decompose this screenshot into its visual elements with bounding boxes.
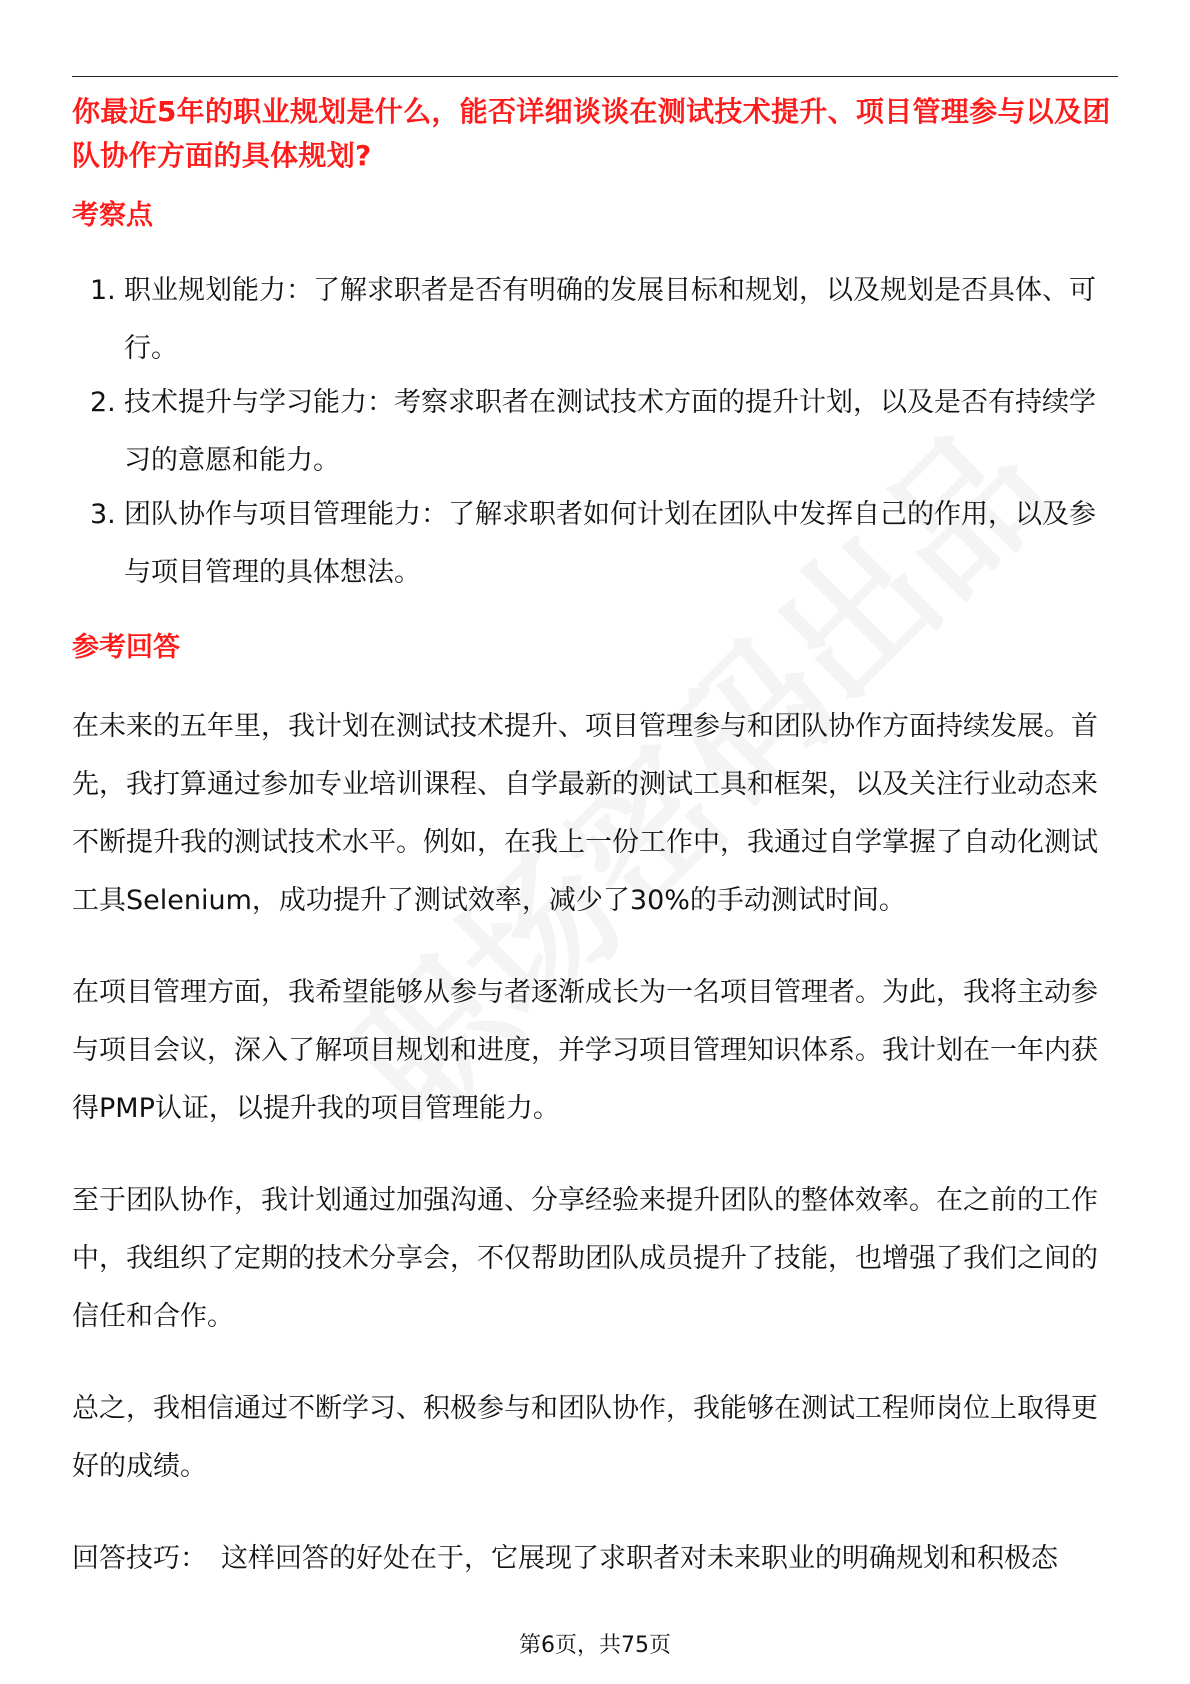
point-number: 3. bbox=[90, 499, 116, 530]
point-number: 2. bbox=[90, 387, 116, 418]
answer-paragraph: 至于团队协作，我计划通过加强沟通、分享经验来提升团队的整体效率。在之前的工作中，我组织了定期的技术分享会，不仅帮助团队成员提升了技能，也增强了我们之间的信任和合作。 bbox=[72, 1185, 1098, 1332]
point-item bbox=[72, 374, 1122, 490]
answer-paragraph: 总之，我相信通过不断学习、积极参与和团队协作，我能够在测试工程师岗位上取得更好的成绩。 bbox=[72, 1393, 1098, 1482]
question-title: 你最近5年的职业规划是什么，能否详细谈谈在测试技术提升、项目管理参与以及团队协作方面的具体规划? bbox=[72, 95, 1111, 172]
tips-paragraph bbox=[72, 1530, 1122, 1588]
tips-label: 回答技巧： bbox=[72, 1543, 207, 1574]
answer-paragraph: 在未来的五年里，我计划在测试技术提升、项目管理参与和团队协作方面持续发展。首先，我打算通过参加专业培训课程、自学最新的测试工具和框架，以及关注行业动态来不断提升我的测试技术水平。例如，在我上一份工作中，我通过自学掌握了自动化测试工具Selenium，成功提升了测试效率，减少了30%的手动测试时间。 bbox=[72, 711, 1098, 916]
point-item bbox=[72, 486, 1122, 602]
page-number-footer: 第6页，共75页 bbox=[519, 1633, 671, 1658]
answer-heading: 参考回答 bbox=[72, 632, 180, 663]
point-text: 技术提升与学习能力：考察求职者在测试技术方面的提升计划，以及是否有持续学习的意愿和能力。 bbox=[124, 387, 1096, 476]
page-content bbox=[72, 90, 1122, 1588]
point-text: 职业规划能力：了解求职者是否有明确的发展目标和规划，以及规划是否具体、可行。 bbox=[124, 275, 1096, 364]
tips-text: 这样回答的好处在于，它展现了求职者对未来职业的明确规划和积极态 bbox=[221, 1543, 1058, 1574]
top-divider bbox=[72, 76, 1118, 77]
points-list bbox=[72, 262, 1122, 602]
point-number: 1. bbox=[90, 275, 116, 306]
points-heading: 考察点 bbox=[72, 200, 153, 231]
point-item bbox=[72, 262, 1122, 378]
answer-paragraph: 在项目管理方面，我希望能够从参与者逐渐成长为一名项目管理者。为此，我将主动参与项目会议，深入了解项目规划和进度，并学习项目管理知识体系。我计划在一年内获得PMP认证，以提升我的项目管理能力。 bbox=[72, 977, 1098, 1124]
point-text: 团队协作与项目管理能力：了解求职者如何计划在团队中发挥自己的作用，以及参与项目管理的具体想法。 bbox=[124, 499, 1096, 588]
